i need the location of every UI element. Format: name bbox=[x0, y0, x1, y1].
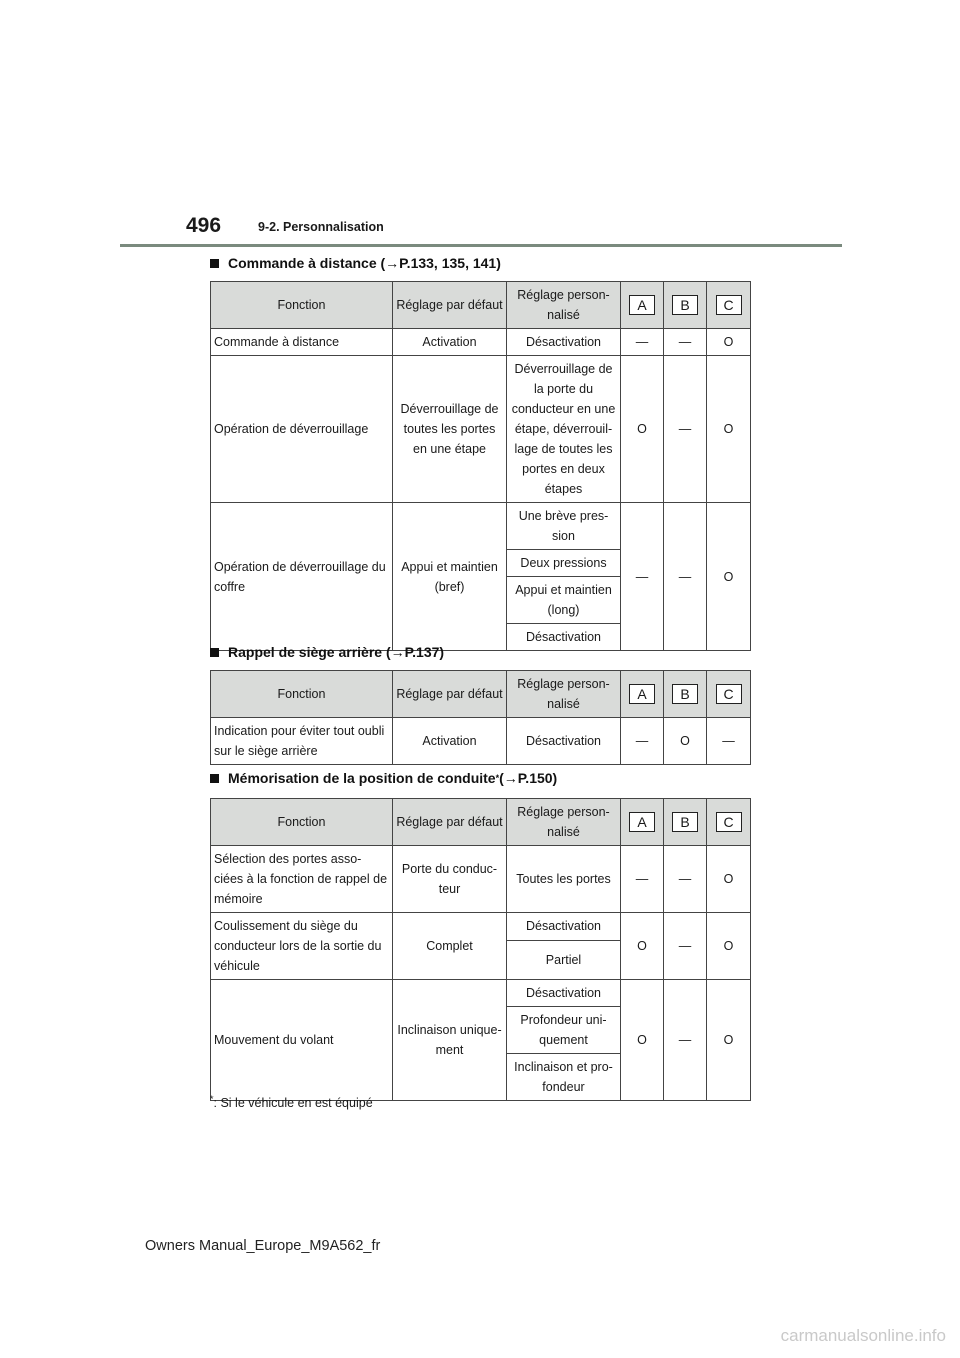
cell-c: O bbox=[707, 980, 751, 1101]
cell-b: O bbox=[664, 718, 707, 765]
heading-ref: (→P.150) bbox=[499, 770, 558, 786]
col-header-perso: Réglage person-nalisé bbox=[507, 671, 621, 718]
col-header-b bbox=[664, 799, 707, 846]
col-header-c bbox=[707, 671, 751, 718]
footnote bbox=[210, 1094, 373, 1110]
col-header-a bbox=[621, 671, 664, 718]
cell-perso: Déverrouillage de la porte du conducteur en une étape, déverrouil-lage de toutes les portes en deux étapes bbox=[507, 356, 621, 503]
heading-rear-seat-reminder bbox=[210, 644, 444, 660]
bullet-icon bbox=[210, 259, 219, 268]
setting-a-badge: A bbox=[629, 684, 655, 704]
cell-defaut: Porte du conduc-teur bbox=[393, 846, 507, 913]
cell-fonction: Opération de déverrouillage bbox=[211, 356, 393, 503]
table-row bbox=[211, 356, 751, 503]
cell-perso-option: Une brève pres-sion bbox=[507, 503, 621, 550]
bullet-icon bbox=[210, 774, 219, 783]
cell-a: — bbox=[621, 503, 664, 651]
cell-defaut: Activation bbox=[393, 329, 507, 356]
heading-text: Rappel de siège arrière (→P.137) bbox=[228, 644, 445, 660]
cell-perso-option: Deux pressions bbox=[507, 550, 621, 577]
section-title: 9-2. Personnalisation bbox=[258, 220, 384, 234]
cell-a: O bbox=[621, 913, 664, 980]
table-row bbox=[211, 503, 751, 550]
cell-perso-option: Appui et maintien (long) bbox=[507, 577, 621, 624]
setting-c-badge: C bbox=[716, 295, 742, 315]
watermark: carmanualsonline.info bbox=[780, 1326, 946, 1345]
cell-fonction: Mouvement du volant bbox=[211, 980, 393, 1101]
table-row bbox=[211, 718, 751, 765]
cell-fonction: Commande à distance bbox=[211, 329, 393, 356]
table-row bbox=[211, 913, 751, 941]
cell-perso-option: Désactivation bbox=[507, 624, 621, 651]
cell-c: — bbox=[707, 718, 751, 765]
cell-b: — bbox=[664, 846, 707, 913]
col-header-fonction: Fonction bbox=[211, 799, 393, 846]
bullet-icon bbox=[210, 648, 219, 657]
cell-c: O bbox=[707, 356, 751, 503]
table-header-row bbox=[211, 282, 751, 329]
cell-fonction: Coulissement du siège du conducteur lors de la sortie du véhicule bbox=[211, 913, 393, 980]
cell-defaut: Activation bbox=[393, 718, 507, 765]
cell-perso-option: Inclinaison et pro-fondeur bbox=[507, 1054, 621, 1101]
cell-a: — bbox=[621, 329, 664, 356]
col-header-fonction: Fonction bbox=[211, 282, 393, 329]
heading-remote-control bbox=[210, 255, 501, 271]
cell-perso: Désactivation bbox=[507, 718, 621, 765]
col-header-perso: Réglage person-nalisé bbox=[507, 799, 621, 846]
col-header-b bbox=[664, 671, 707, 718]
cell-c: O bbox=[707, 503, 751, 651]
header-rule bbox=[120, 244, 842, 247]
cell-b: — bbox=[664, 503, 707, 651]
col-header-a bbox=[621, 799, 664, 846]
footnote-text: : Si le véhicule en est équipé bbox=[213, 1096, 373, 1111]
footer-document-id: Owners Manual_Europe_M9A562_fr bbox=[145, 1238, 381, 1254]
table-driving-position-memory bbox=[210, 798, 751, 1101]
cell-c: O bbox=[707, 329, 751, 356]
cell-c: O bbox=[707, 846, 751, 913]
col-header-perso: Réglage person-nalisé bbox=[507, 282, 621, 329]
table-row bbox=[211, 980, 751, 1007]
cell-defaut: Appui et maintien (bref) bbox=[393, 503, 507, 651]
col-header-fonction: Fonction bbox=[211, 671, 393, 718]
col-header-defaut: Réglage par défaut bbox=[393, 671, 507, 718]
cell-defaut: Complet bbox=[393, 913, 507, 980]
cell-defaut: Déverrouillage de toutes les portes en une étape bbox=[393, 356, 507, 503]
cell-b: — bbox=[664, 329, 707, 356]
cell-defaut: Inclinaison unique-ment bbox=[393, 980, 507, 1101]
setting-b-badge: B bbox=[672, 812, 698, 832]
table-row bbox=[211, 329, 751, 356]
setting-c-badge: C bbox=[716, 812, 742, 832]
setting-c-badge: C bbox=[716, 684, 742, 704]
cell-perso-option: Désactivation bbox=[507, 980, 621, 1007]
heading-text: Commande à distance (→P.133, 135, 141) bbox=[228, 255, 501, 271]
col-header-b bbox=[664, 282, 707, 329]
page-number: 496 bbox=[186, 214, 222, 237]
heading-driving-position-memory bbox=[210, 770, 557, 786]
cell-b: — bbox=[664, 913, 707, 980]
footnote-mark: * bbox=[495, 773, 500, 783]
cell-b: — bbox=[664, 356, 707, 503]
cell-fonction: Sélection des portes asso-ciées à la fonction de rappel de mémoire bbox=[211, 846, 393, 913]
setting-b-badge: B bbox=[672, 295, 698, 315]
table-header-row bbox=[211, 671, 751, 718]
setting-b-badge: B bbox=[672, 684, 698, 704]
cell-a: — bbox=[621, 718, 664, 765]
cell-fonction: Opération de déverrouillage du coffre bbox=[211, 503, 393, 651]
cell-perso-option: Partiel bbox=[507, 940, 621, 979]
table-rear-seat-reminder bbox=[210, 670, 751, 765]
cell-a: — bbox=[621, 846, 664, 913]
col-header-defaut: Réglage par défaut bbox=[393, 799, 507, 846]
table-header-row bbox=[211, 799, 751, 846]
col-header-a bbox=[621, 282, 664, 329]
cell-b: — bbox=[664, 980, 707, 1101]
table-row bbox=[211, 846, 751, 913]
cell-perso: Désactivation bbox=[507, 329, 621, 356]
setting-a-badge: A bbox=[629, 295, 655, 315]
cell-fonction: Indication pour éviter tout oubli sur le siège arrière bbox=[211, 718, 393, 765]
cell-c: O bbox=[707, 913, 751, 980]
cell-perso-option: Profondeur uni-quement bbox=[507, 1007, 621, 1054]
cell-a: O bbox=[621, 980, 664, 1101]
setting-a-badge: A bbox=[629, 812, 655, 832]
col-header-defaut: Réglage par défaut bbox=[393, 282, 507, 329]
footnote-mark: * bbox=[210, 1094, 214, 1104]
cell-perso: Toutes les portes bbox=[507, 846, 621, 913]
table-remote-control bbox=[210, 281, 751, 651]
col-header-c bbox=[707, 799, 751, 846]
cell-a: O bbox=[621, 356, 664, 503]
heading-text: Mémorisation de la position de conduite bbox=[228, 770, 496, 786]
cell-perso-option: Désactivation bbox=[507, 913, 621, 941]
col-header-c bbox=[707, 282, 751, 329]
